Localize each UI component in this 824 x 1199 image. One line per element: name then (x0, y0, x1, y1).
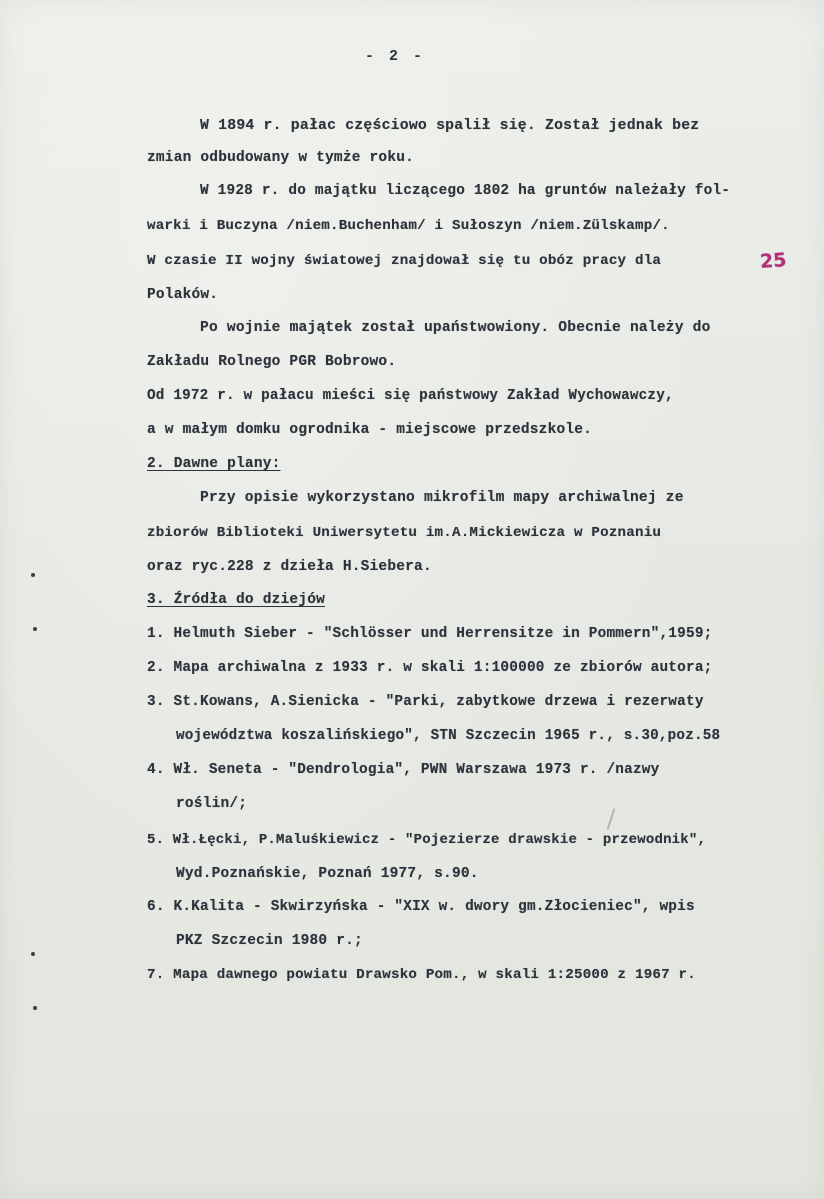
paragraph-line: Zakładu Rolnego PGR Bobrowo. (147, 354, 397, 370)
page-number: - 2 - (365, 48, 426, 65)
paragraph-line: warki i Buczyna /niem.Buchenham/ i Sułoszyn /niem.Zülskamp/. (147, 218, 670, 234)
source-item-continuation: Wyd.Poznańskie, Poznań 1977, s.90. (176, 866, 479, 882)
paragraph-line: Po wojnie majątek został upaństwowiony. Obecnie należy do (200, 320, 711, 336)
paragraph-line: Polaków. (147, 287, 219, 303)
source-item: 2. Mapa archiwalna z 1933 r. w skali 1:100000 ze zbiorów autora; (147, 660, 713, 676)
paragraph-line: W 1928 r. do majątku liczącego 1802 ha gruntów należały fol- (200, 183, 731, 199)
source-item: 4. Wł. Seneta - "Dendrologia", PWN Warszawa 1973 r. /nazwy (147, 762, 660, 778)
source-item: 7. Mapa dawnego powiatu Drawsko Pom., w skali 1:25000 z 1967 r. (147, 967, 696, 983)
scan-dot (33, 1006, 37, 1010)
paragraph-line: zmian odbudowany w tymże roku. (147, 150, 415, 166)
source-item: 1. Helmuth Sieber - "Schlösser und Herrensitze in Pommern",1959; (147, 626, 713, 642)
scan-dot (31, 952, 35, 956)
scan-dot (33, 627, 37, 631)
paragraph-line: W 1894 r. pałac częściowo spalił się. Został jednak bez (200, 118, 700, 134)
paragraph-line: Od 1972 r. w pałacu mieści się państwowy Zakład Wychowawczy, (147, 388, 674, 404)
section-line: oraz ryc.228 z dzieła H.Siebera. (147, 559, 432, 575)
pencil-mark (607, 808, 616, 830)
source-item-continuation: województwa koszalińskiego", STN Szczecin 1965 r., s.30,poz.58 (176, 728, 721, 744)
handwritten-annotation: 25 (759, 249, 788, 273)
section-line: Przy opisie wykorzystano mikrofilm mapy archiwalnej ze (200, 490, 684, 506)
paragraph-line: a w małym domku ogrodnika - miejscowe przedszkole. (147, 422, 593, 438)
section-heading-dawne-plany: 2. Dawne plany: (147, 456, 281, 472)
section-line: zbiorów Biblioteki Uniwersytetu im.A.Mickiewicza w Poznaniu (147, 525, 662, 541)
source-item-continuation: PKZ Szczecin 1980 r.; (176, 933, 363, 949)
source-item: 6. K.Kalita - Skwirzyńska - "XIX w. dwory gm.Złocieniec", wpis (147, 899, 695, 915)
section-heading-zrodla: 3. Źródła do dziejów (147, 592, 326, 608)
source-item: 5. Wł.Łęcki, P.Maluśkiewicz - "Pojezierze drawskie - przewodnik", (147, 832, 707, 848)
source-item-continuation: roślin/; (176, 796, 248, 812)
scan-dot (31, 573, 35, 577)
source-item: 3. St.Kowans, A.Sienicka - "Parki, zabytkowe drzewa i rezerwaty (147, 694, 704, 710)
paragraph-line: W czasie II wojny światowej znajdował się tu obóz pracy dla (147, 253, 662, 269)
